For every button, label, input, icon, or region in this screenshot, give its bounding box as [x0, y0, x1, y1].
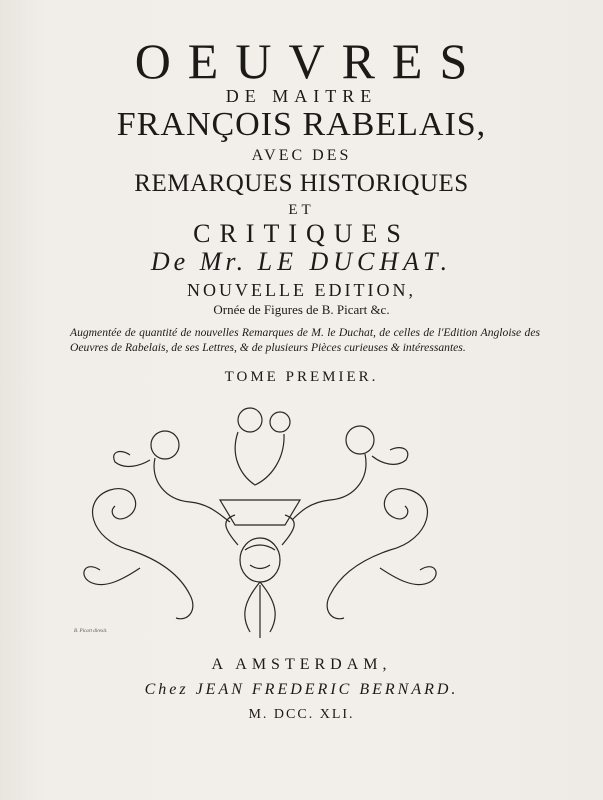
title-editor	[0, 247, 603, 277]
title-de-maitre: DE MAITRE	[225, 86, 378, 106]
title-edition: NOUVELLE EDITION,	[187, 280, 416, 300]
title-et: ET	[288, 202, 315, 218]
imprint-publisher: Chez JEAN FREDERIC BERNARD.	[144, 681, 459, 698]
engraver-credit: B. Picart direxit.	[74, 629, 108, 634]
title-oeuvres: OEUVRES	[134, 33, 485, 89]
title-remarques: REMARQUES HISTORIQUES	[134, 170, 469, 197]
title-avec-des: AVEC DES	[251, 147, 352, 164]
imprint-year: M. DCC. XLI.	[248, 707, 355, 722]
title-critiques: CRITIQUES	[193, 219, 410, 248]
imprint-place: A AMSTERDAM,	[211, 656, 392, 673]
augmentation-text: Augmentée de quantité de nouvelles Remarques de M. le Duchat, de celles de l'Edition Angloise des Oeuvres de Rabelais, de ses Lettres, & de plusieurs Pièces curieuses & intéressantes.	[70, 326, 540, 354]
editor-prefix: De Mr.	[150, 247, 248, 276]
ornament-engraving	[70, 400, 450, 640]
editor-name: LE DUCHAT.	[257, 247, 453, 276]
volume-label: TOME PREMIER.	[224, 369, 379, 385]
title-figures: Ornée de Figures de B. Picart &c.	[213, 302, 390, 317]
title-author: FRANÇOIS RABELAIS,	[116, 106, 487, 143]
